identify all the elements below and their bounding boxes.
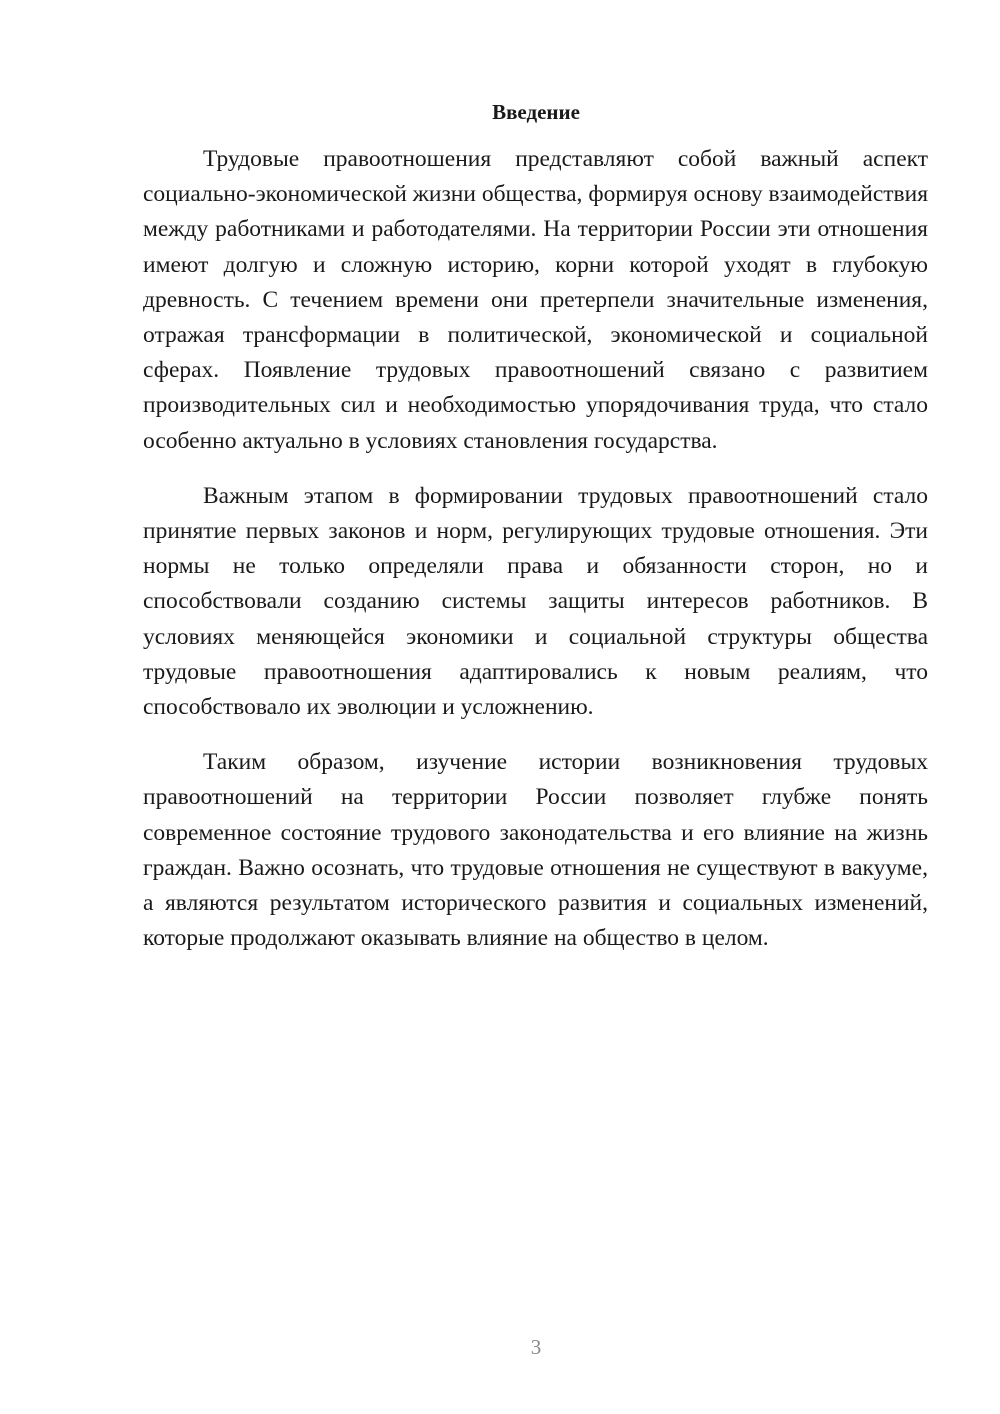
paragraph-1: Трудовые правоотношения представляют собой важный аспект социально-экономической жизни общества, формируя основу взаимодействия между работниками и работодателями. На территории России эти отношения имеют долгую и сложную историю, корни которой уходят в глубокую древность. С течением времени они претерпели значительные изменения, отражая трансформации в политической, экономической и социальной сферах. Появление трудовых правоотношений связано с развитием производительных сил и необходимостью упорядочивания труда, что стало особенно актуально в условиях становления государства. — [143, 146, 928, 454]
page-number: 3 — [530, 1335, 542, 1359]
paragraph-2: Важным этапом в формировании трудовых правоотношений стало принятие первых законов и норм, регулирующих трудовые отношения. Эти нормы не только определяли права и обязанности сторон, но и способствовали созданию системы защиты интересов работников. В условиях меняющейся экономики и социальной структуры общества трудовые правоотношения адаптировались к новым реалиям, что способствовало их эволюции и усложнению. — [143, 482, 928, 721]
body-text — [143, 142, 928, 976]
section-title: Введение — [492, 100, 580, 124]
paragraph-3: Таким образом, изучение истории возникновения трудовых правоотношений на территории России позволяет глубже понять современное состояние трудового законодательства и его влияние на жизнь граждан. Важно осознать, что трудовые отношения не существуют в вакууме, а являются результатом исторического развития и социальных изменений, которые продолжают оказывать влияние на общество в целом. — [143, 749, 928, 952]
